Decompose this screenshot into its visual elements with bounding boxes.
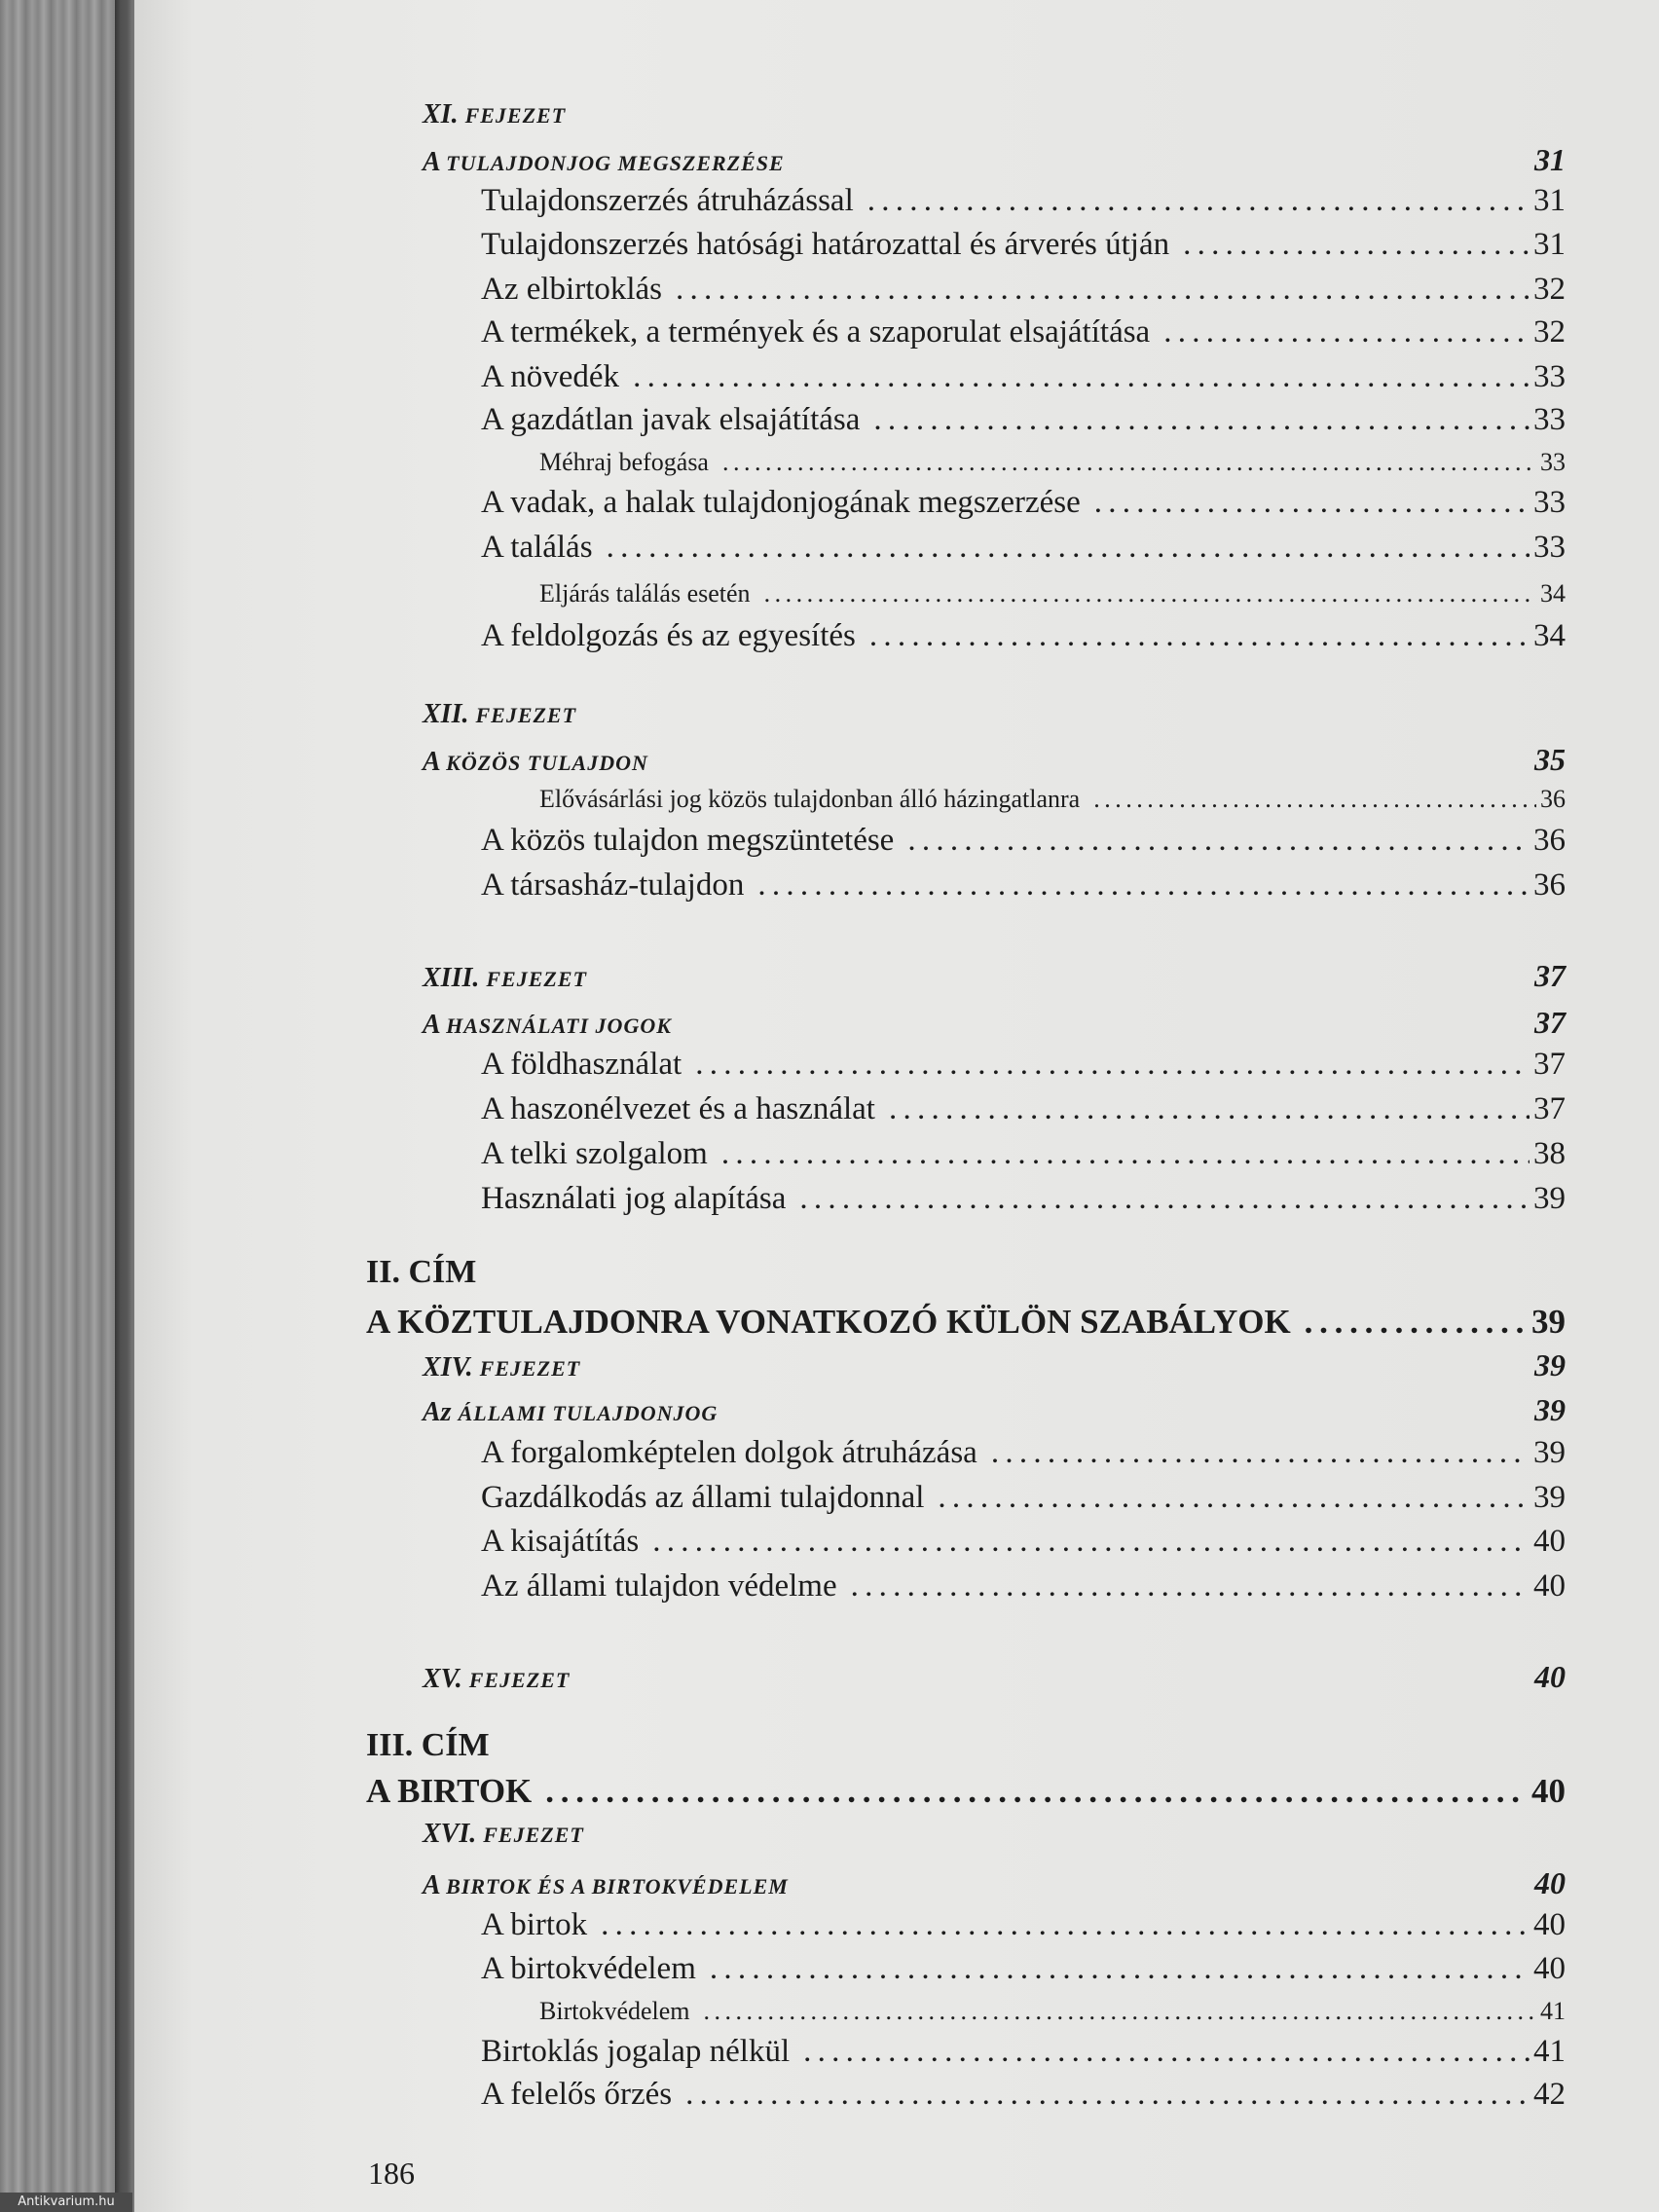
toc-entry[interactable]: A birtok . . . 40 <box>481 1909 1566 1941</box>
toc-subentry[interactable]: Elővásárlási jog közös tulajdonban álló házingatlanra . . . 36 <box>539 787 1566 812</box>
chapter-12-label: XII. FEJEZET <box>423 699 577 729</box>
toc-entry[interactable]: A telki szolgalom . . . 38 <box>481 1138 1566 1170</box>
toc-entry[interactable]: A találás . . . 33 <box>481 532 1566 564</box>
book-spine-edge <box>0 0 132 2212</box>
chapter-15-label: XV. FEJEZET 40 <box>423 1659 1566 1694</box>
chapter-11-label: XI. FEJEZET <box>423 99 567 129</box>
toc-entry[interactable]: Tulajdonszerzés hatósági határozattal és árverés útján . . . 31 <box>481 229 1566 261</box>
toc-entry[interactable]: A termékek, a termények és a szaporulat elsajátítása . . . 32 <box>481 316 1566 349</box>
title-2-label: II. CÍM <box>366 1254 477 1290</box>
toc-subentry[interactable]: Méhraj befogása . . . 33 <box>539 450 1566 475</box>
toc-entry[interactable]: Az elbirtoklás . . . 32 <box>481 274 1566 306</box>
toc-entry[interactable]: Az állami tulajdon védelme . . . 40 <box>481 1570 1566 1603</box>
chapter-16-title: A BIRTOK ÉS A BIRTOKVÉDELEM 40 <box>423 1865 1566 1900</box>
toc-entry[interactable]: A közös tulajdon megszüntetése . . . 36 <box>481 825 1566 857</box>
toc-entry[interactable]: Gazdálkodás az állami tulajdonnal . . . 39 <box>481 1482 1566 1514</box>
toc-entry[interactable]: A haszonélvezet és a használat . . . 37 <box>481 1093 1566 1125</box>
page-number: 186 <box>368 2156 415 2191</box>
chapter-14-label: XIV. FEJEZET 39 <box>423 1347 1566 1382</box>
book-page <box>134 0 1659 2212</box>
title-2-heading[interactable]: A KÖZTULAJDONRA VONATKOZÓ KÜLÖN SZABÁLYOK . . . 39 <box>366 1305 1566 1339</box>
toc-entry[interactable]: A földhasználat . . . 37 <box>481 1049 1566 1081</box>
toc-entry[interactable]: A birtokvédelem . . . 40 <box>481 1953 1566 1985</box>
toc-entry[interactable]: Használati jog alapítása . . . 39 <box>481 1183 1566 1215</box>
watermark: Antikvarium.hu <box>0 2193 132 2212</box>
toc-entry[interactable]: Tulajdonszerzés átruházással . . . 31 <box>481 185 1566 217</box>
chapter-13-title: A HASZNÁLATI JOGOK 37 <box>423 1005 1566 1040</box>
toc-entry[interactable]: A vadak, a halak tulajdonjogának megszerzése . . . 33 <box>481 487 1566 519</box>
toc-entry[interactable]: Birtoklás jogalap nélkül . . . 41 <box>481 2036 1566 2068</box>
chapter-13-label: XIII. FEJEZET 37 <box>423 958 1566 993</box>
toc-entry[interactable]: A társasház-tulajdon . . . 36 <box>481 869 1566 902</box>
title-3-label: III. CÍM <box>366 1727 490 1763</box>
chapter-11-title: A TULAJDONJOG MEGSZERZÉSE 31 <box>423 142 1566 177</box>
toc-entry[interactable]: A feldolgozás és az egyesítés . . . 34 <box>481 620 1566 652</box>
toc-entry[interactable]: A forgalomképtelen dolgok átruházása . . . 39 <box>481 1437 1566 1469</box>
toc-entry[interactable]: A növedék . . . 33 <box>481 361 1566 393</box>
chapter-12-title: A KÖZÖS TULAJDON 35 <box>423 742 1566 777</box>
toc-entry[interactable]: A gazdátlan javak elsajátítása . . . 33 <box>481 404 1566 436</box>
title-3-heading[interactable]: A BIRTOK . . . 40 <box>366 1774 1566 1808</box>
chapter-16-label: XVI. FEJEZET <box>423 1819 584 1849</box>
toc-subentry[interactable]: Birtokvédelem . . . 41 <box>539 1999 1566 2024</box>
toc-entry[interactable]: A kisajátítás . . . 40 <box>481 1526 1566 1558</box>
chapter-14-title: Az ÁLLAMI TULAJDONJOG 39 <box>423 1392 1566 1427</box>
toc-subentry[interactable]: Eljárás találás esetén . . . 34 <box>539 581 1566 607</box>
toc-entry[interactable]: A felelős őrzés . . . 42 <box>481 2079 1566 2111</box>
